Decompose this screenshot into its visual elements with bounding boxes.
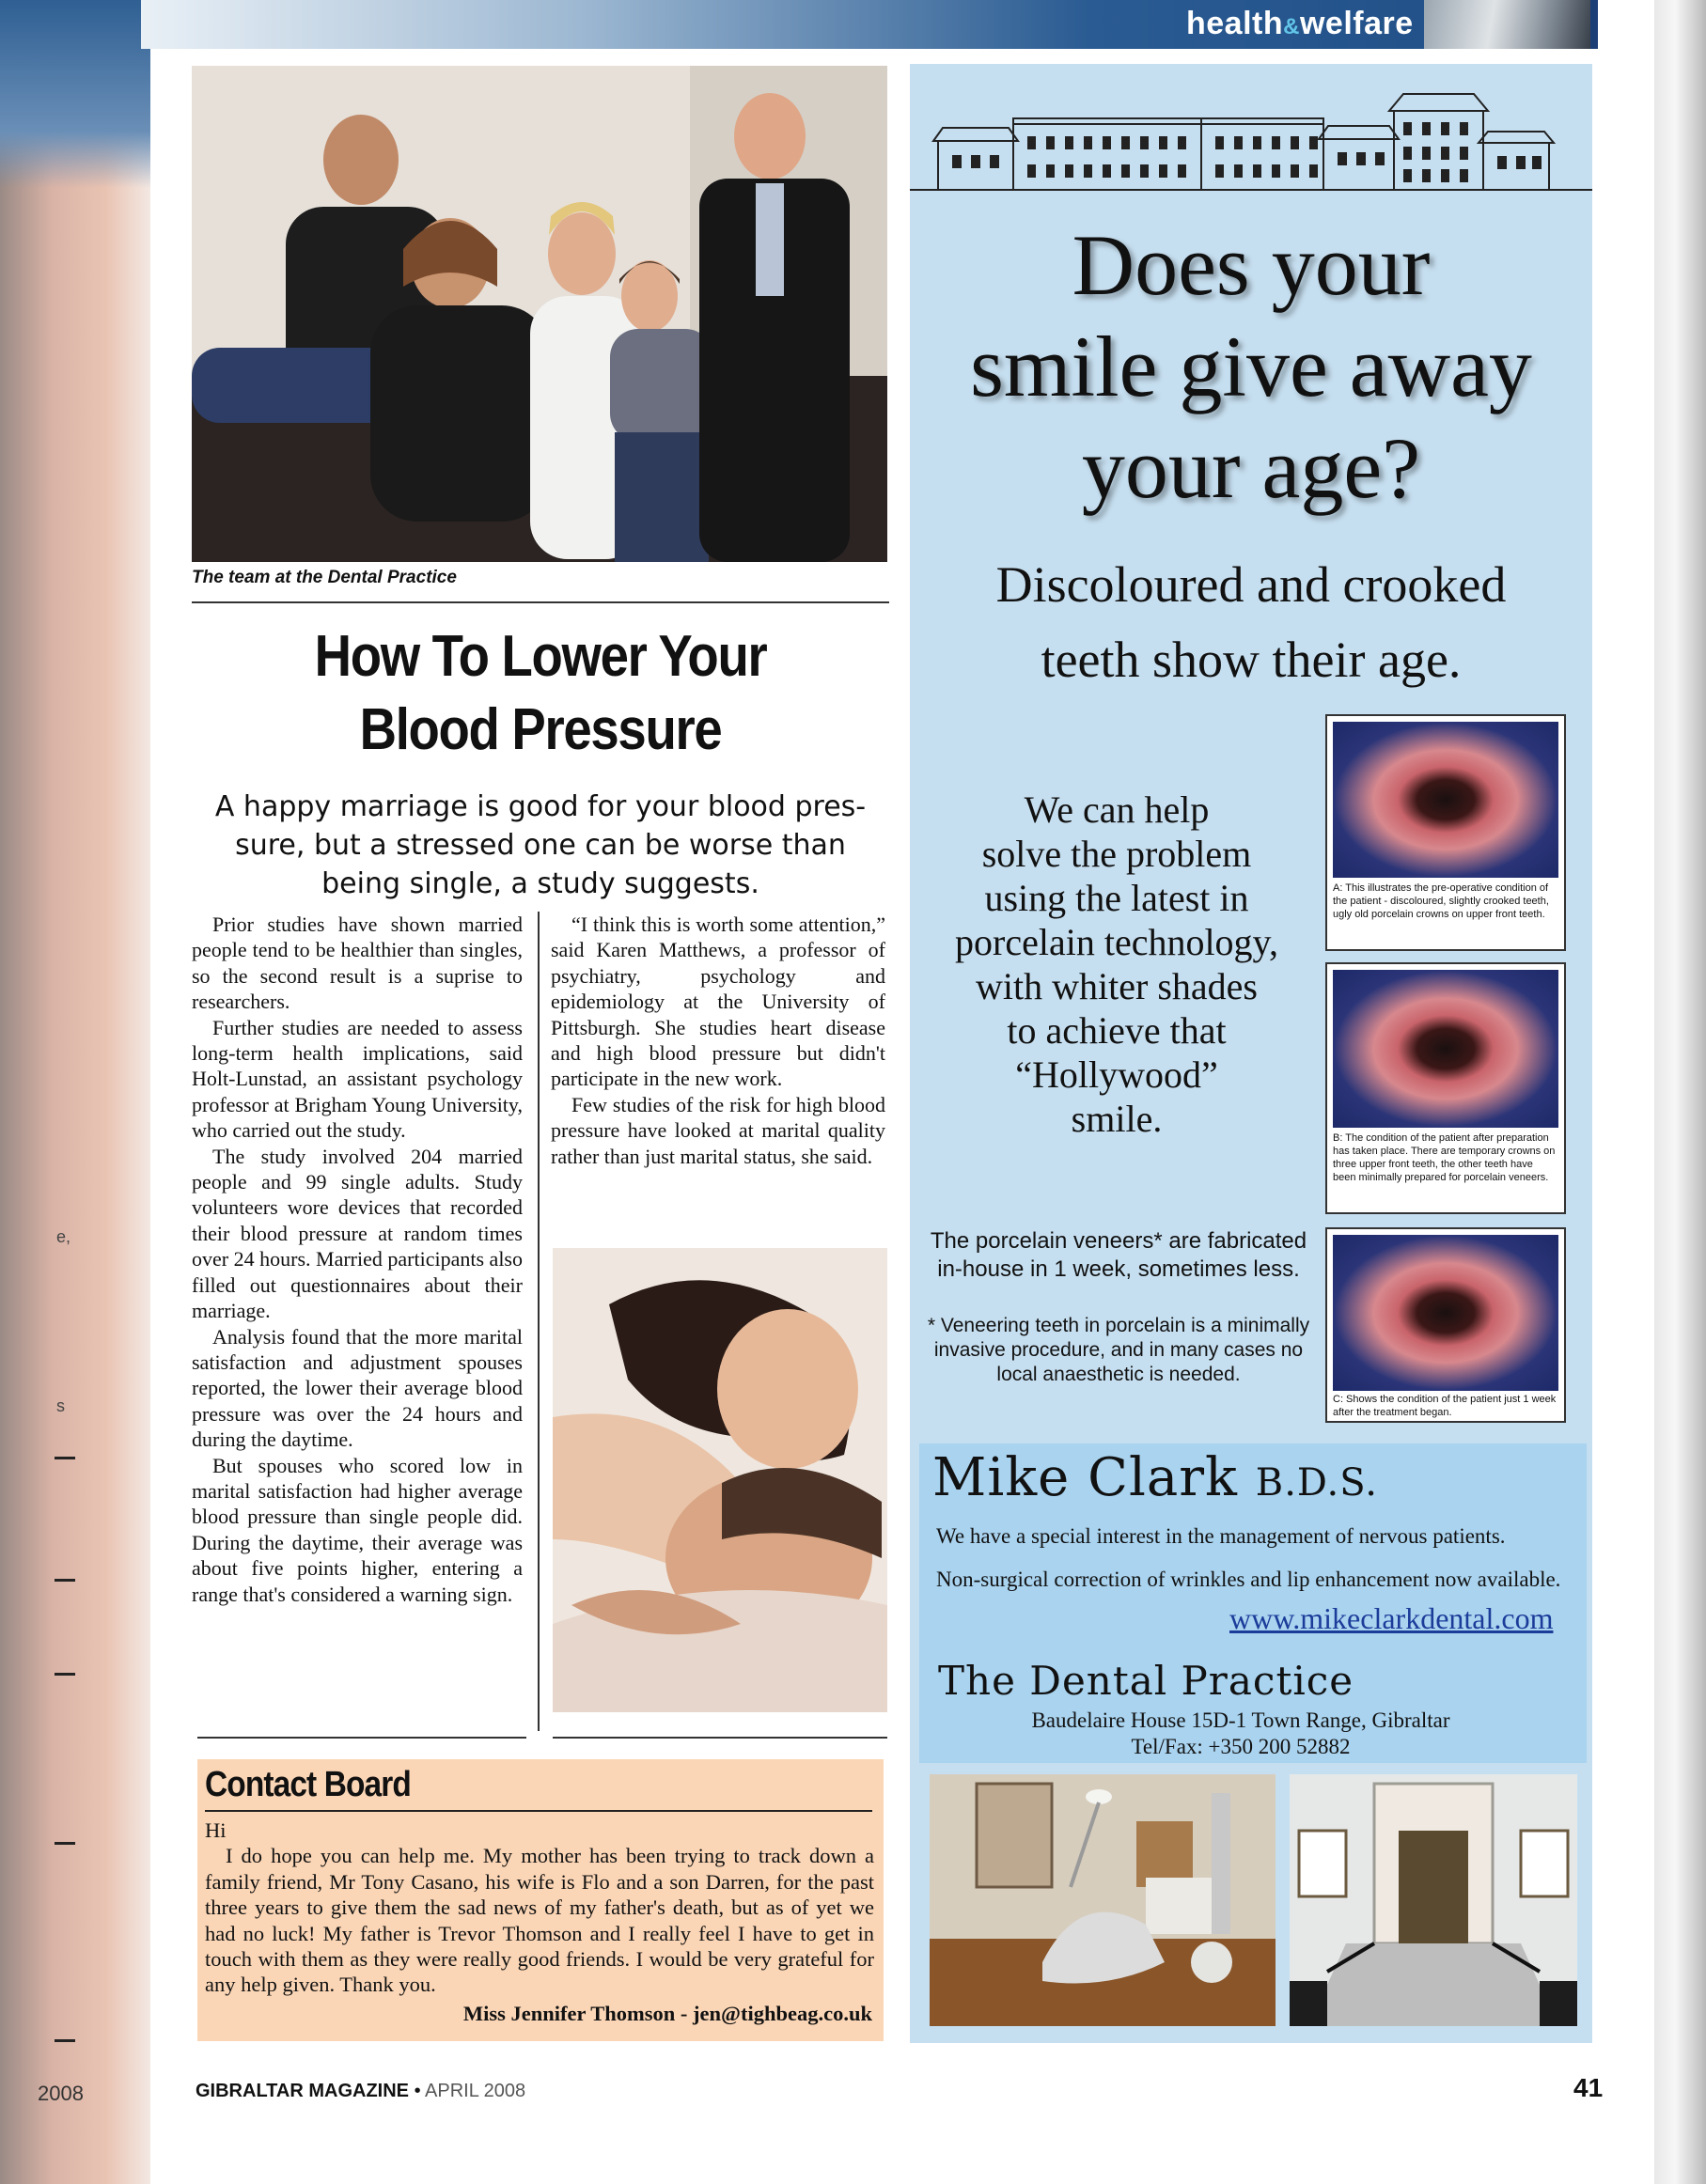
- advert-footnote-line: invasive procedure, and in many cases no: [933, 1339, 1304, 1361]
- divider: [205, 1810, 872, 1812]
- surgery-photo-illustration: [930, 1774, 1276, 2026]
- dentist-title: B.D.S.: [1255, 1461, 1378, 1505]
- building-photo-illustration: [1290, 1774, 1577, 2026]
- advert-help-line: using the latest in: [984, 877, 1249, 919]
- contact-board-letter: [205, 1817, 874, 1998]
- headline-line-2: Blood Pressure: [359, 697, 722, 762]
- article-paragraph: The study involved 204 married people and 99 single adults. Study volunteers wore devices that recorded their blood pressure at random times over 24 hours. Married participants also filled out questionnaires about their marriage.: [192, 1144, 523, 1323]
- article-paragraph: Prior studies have shown married people tend to be healthier than singles, so the second result is a suprise to researchers.: [192, 913, 523, 1014]
- section-label: [1186, 6, 1414, 42]
- section-label-welfare: welfare: [1299, 6, 1414, 41]
- teeth-photo-box: [1325, 714, 1566, 951]
- advert-footnote: [926, 1314, 1311, 1387]
- page-number: 41: [1573, 2073, 1604, 2102]
- advert-help-line: porcelain technology,: [955, 921, 1278, 963]
- prev-page-fragment: s: [56, 1396, 65, 1415]
- advert-headline-line: Does your: [1072, 217, 1431, 313]
- prev-page-rule: [55, 1457, 75, 1459]
- advert-veneers-line: in-house in 1 week, sometimes less.: [937, 1256, 1300, 1282]
- dentist-name: [932, 1447, 1378, 1508]
- practice-telephone: Tel/Fax: +350 200 52882: [1131, 1735, 1351, 1758]
- photo-caption: The team at the Dental Practice: [192, 568, 457, 587]
- special-interest-text: We have a special interest in the management of nervous patients.: [936, 1524, 1506, 1548]
- headline-line-1: How To Lower Your: [314, 624, 767, 689]
- next-page-edge: [1654, 0, 1706, 2184]
- article-paragraph: Analysis found that the more marital satisfaction and adjustment spouses reported, the lower their average blood pressure was over the 24 hours and during the daytime.: [192, 1324, 523, 1452]
- letter-greeting: Hi: [205, 1818, 227, 1842]
- prev-page-rule: [55, 1579, 75, 1582]
- dentist-name-text: Mike Clark: [932, 1447, 1238, 1508]
- article-paragraph: But spouses who scored low in marital satisfaction had higher average blood pressure than single people did. During the daytime, their average was about five points higher, entering a range that's considered a warning sign.: [192, 1453, 523, 1606]
- advert-headline: [916, 214, 1586, 519]
- prev-page-rule: [55, 1673, 75, 1676]
- letter-body: I do hope you can help me. My mother has been trying to track down a family friend, Mr Tony Casano, his wife is Flo and a son Darren, for the past three years to give them the sad news of my father's death, but as of yet we had no luck! My father is Trevor Thomson and I really feel I have to get in touch with them as they were really good friends. I would be very grateful for any help given. Thank you.: [205, 1844, 874, 1997]
- banner-image: [1424, 0, 1593, 49]
- issue-date: APRIL 2008: [425, 2081, 526, 2101]
- advert-help-line: with whiter shades: [976, 965, 1258, 1007]
- teeth-photo-box: [1325, 962, 1566, 1214]
- team-photo: [192, 66, 887, 562]
- advert-subheading: [916, 547, 1586, 697]
- team-photo-illustration: [192, 66, 887, 562]
- article-paragraph: “I think this is worth some attention,” said Karen Matthews, a professor of psychiatry, psychology and epidemiology at the University of Pittsburgh. She studies heart disease and high blood pressure but didn't participate in the new work.: [551, 913, 885, 1091]
- article-column-left: [192, 912, 523, 1607]
- teeth-photo-box: [1325, 1227, 1566, 1423]
- advert-footnote-line: local anaesthetic is needed.: [996, 1364, 1241, 1385]
- magazine-footer: [196, 2081, 525, 2102]
- building-illustration: [910, 85, 1592, 211]
- section-label-amp: &: [1283, 14, 1300, 39]
- footer-separator: •: [414, 2081, 421, 2101]
- page-binding-top: [0, 0, 150, 188]
- practice-building-photo: [1290, 1774, 1577, 2026]
- article-paragraph: Further studies are needed to assess long-term health implications, said Holt-Lunstad, an assistant psychology professor at Brigham Young University, who carried out the study.: [192, 1015, 523, 1143]
- divider: [197, 1737, 526, 1739]
- divider: [192, 601, 889, 603]
- couple-photo-illustration: [553, 1248, 887, 1712]
- page-binding: [0, 0, 150, 2184]
- practice-website-link[interactable]: www.mikeclarkdental.com: [1229, 1601, 1554, 1635]
- teeth-photo-after: [1333, 1235, 1558, 1391]
- banner-edge: [1590, 0, 1598, 49]
- magazine-name: GIBRALTAR MAGAZINE: [196, 2081, 410, 2101]
- teeth-photo-before: [1333, 722, 1558, 878]
- advert-footnote-line: * Veneering teeth in porcelain is a minimally: [927, 1315, 1310, 1336]
- advert-veneers-text: [926, 1227, 1311, 1284]
- teeth-photo-caption: A: This illustrates the pre-operative condition of the patient - discoloured, slightly crooked teeth, ugly old porcelain crowns on upper front teeth.: [1333, 882, 1549, 920]
- advert-help-line: We can help: [1024, 788, 1210, 831]
- article-headline: [234, 620, 848, 767]
- teeth-photo-caption: B: The condition of the patient after preparation has taken place. There are temporary crowns on three upper front teeth, the other teeth have been minimally prepared for porcelain veneers.: [1333, 1132, 1556, 1183]
- prev-page-fragment: e,: [56, 1227, 71, 1246]
- contact-board-title: Contact Board: [205, 1765, 411, 1804]
- advert-help-line: to achieve that: [1007, 1009, 1227, 1052]
- divider: [553, 1737, 887, 1739]
- teeth-photo-prepared: [1333, 970, 1558, 1128]
- practice-address: Baudelaire House 15D-1 Town Range, Gibraltar: [1031, 1708, 1450, 1732]
- advert-help-line: “Hollywood”: [1015, 1053, 1218, 1096]
- couple-photo: [553, 1248, 887, 1712]
- surgery-photo: [930, 1774, 1276, 2026]
- column-divider: [538, 912, 540, 1731]
- prev-page-rule: [55, 1842, 75, 1845]
- section-label-health: health: [1186, 6, 1284, 41]
- advert-veneers-line: The porcelain veneers* are fabricated: [930, 1228, 1307, 1254]
- article-paragraph: Few studies of the risk for high blood pressure have looked at marital quality rather than just marital status, she said.: [551, 1092, 885, 1168]
- advert-subheading-line: teeth show their age.: [1041, 632, 1462, 688]
- prev-page-rule: [55, 2039, 75, 2042]
- article-standfirst: A happy marriage is good for your blood pres-sure, but a stressed one can be worse than being single, a study suggests.: [214, 790, 867, 900]
- advert-subheading-line: Discoloured and crooked: [995, 556, 1507, 613]
- teeth-photo-caption: C: Shows the condition of the patient just 1 week after the treatment began.: [1333, 1394, 1557, 1418]
- practice-name: The Dental Practice: [938, 1658, 1354, 1704]
- advert-help-line: smile.: [1071, 1098, 1163, 1140]
- advert-help-text: [929, 788, 1305, 1141]
- non-surgical-text: Non-surgical correction of wrinkles and lip enhancement now available.: [936, 1568, 1561, 1591]
- article-column-right: [551, 912, 885, 1169]
- advert-headline-line: your age?: [1081, 420, 1421, 516]
- letter-signature: Miss Jennifer Thomson - jen@tighbeag.co.uk: [462, 2002, 872, 2025]
- advert-help-line: solve the problem: [981, 833, 1252, 875]
- advert-headline-line: smile give away: [970, 319, 1532, 414]
- prev-page-footer: 2008: [38, 2082, 84, 2105]
